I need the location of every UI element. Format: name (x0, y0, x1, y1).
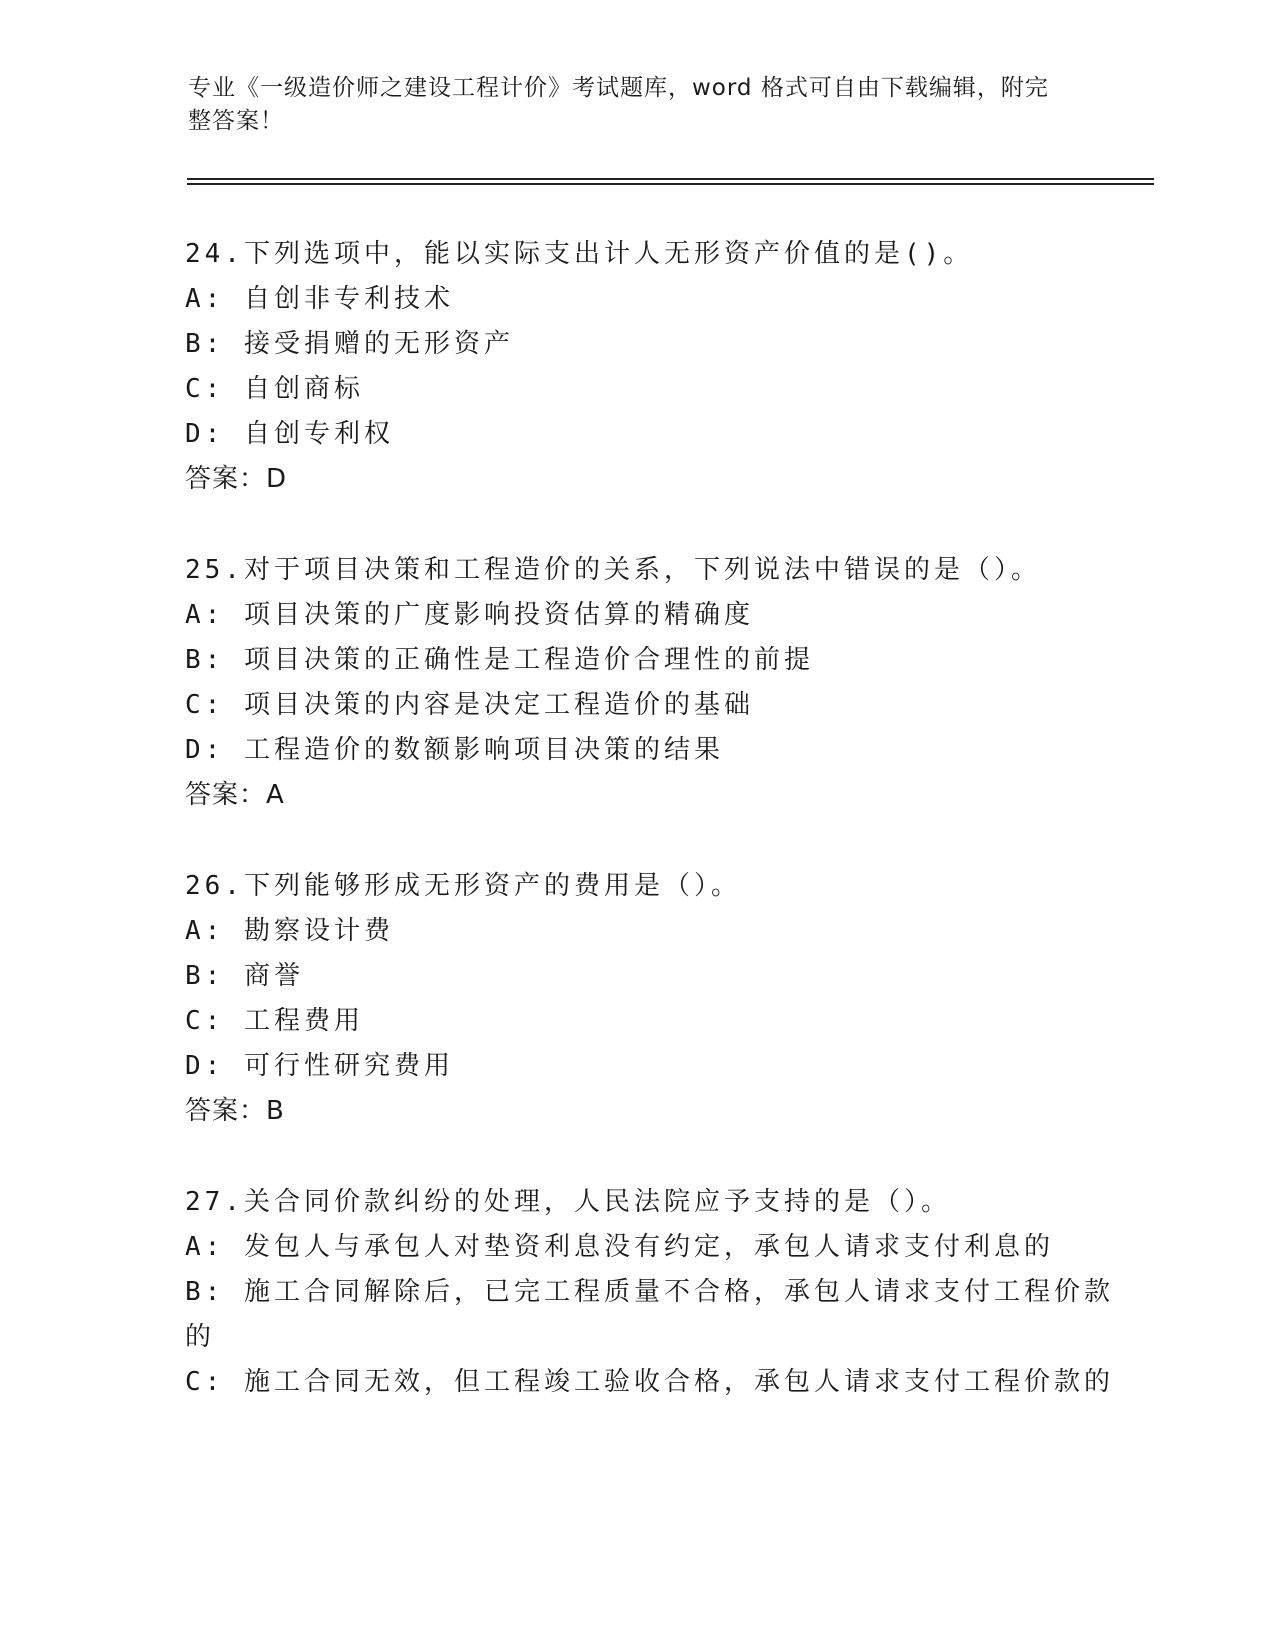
question-25 (185, 548, 1085, 818)
option-d: D: 工程造价的数额影响项目决策的结果 (185, 735, 724, 765)
answer: 答案：D (185, 464, 288, 494)
option-c: C: 项目决策的内容是决定工程造价的基础 (185, 690, 754, 720)
question-stem: 25.对于项目决策和工程造价的关系，下列说法中错误的是（）。 (185, 555, 1041, 585)
document-header (188, 72, 1068, 138)
header-line-1: 专业《一级造价师之建设工程计价》考试题库，word 格式可自由下载编辑，附完 (188, 75, 1049, 101)
answer: 答案：A (185, 780, 285, 810)
question-stem: 26.下列能够形成无形资产的费用是（）。 (185, 871, 741, 901)
option-c: C: 工程费用 (185, 1006, 364, 1036)
option-a: A: 发包人与承包人对垫资利息没有约定，承包人请求支付利息的 (185, 1232, 1054, 1262)
option-a: A: 项目决策的广度影响投资估算的精确度 (185, 600, 754, 630)
header-rule-top (187, 178, 1154, 180)
question-stem: 24.下列选项中，能以实际支出计人无形资产价值的是()。 (185, 239, 974, 269)
option-a: A: 勘察设计费 (185, 916, 394, 946)
option-b: B: 施工合同解除后，已完工程质量不合格，承包人请求支付工程价款 (185, 1277, 1114, 1307)
question-stem: 27.关合同价款纠纷的处理，人民法院应予支持的是（）。 (185, 1187, 951, 1217)
option-d: D: 可行性研究费用 (185, 1051, 454, 1081)
option-c: C: 自创商标 (185, 374, 364, 404)
option-a: A: 自创非专利技术 (185, 284, 454, 314)
header-rule-bottom (187, 183, 1154, 185)
question-26 (185, 864, 1085, 1134)
question-list (185, 232, 1114, 1451)
option-b: B: 项目决策的正确性是工程造价合理性的前提 (185, 645, 814, 675)
option-b: B: 商誉 (185, 961, 304, 991)
option-b: B: 接受捐赠的无形资产 (185, 329, 514, 359)
option-d: D: 自创专利权 (185, 419, 394, 449)
answer: 答案：B (185, 1096, 285, 1126)
question-24 (185, 232, 1085, 502)
header-line-2: 整答案！ (188, 108, 284, 134)
question-27 (185, 1180, 1114, 1405)
option-c: C: 施工合同无效，但工程竣工验收合格，承包人请求支付工程价款的 (185, 1367, 1114, 1397)
option-b-continued: 的 (185, 1322, 216, 1352)
